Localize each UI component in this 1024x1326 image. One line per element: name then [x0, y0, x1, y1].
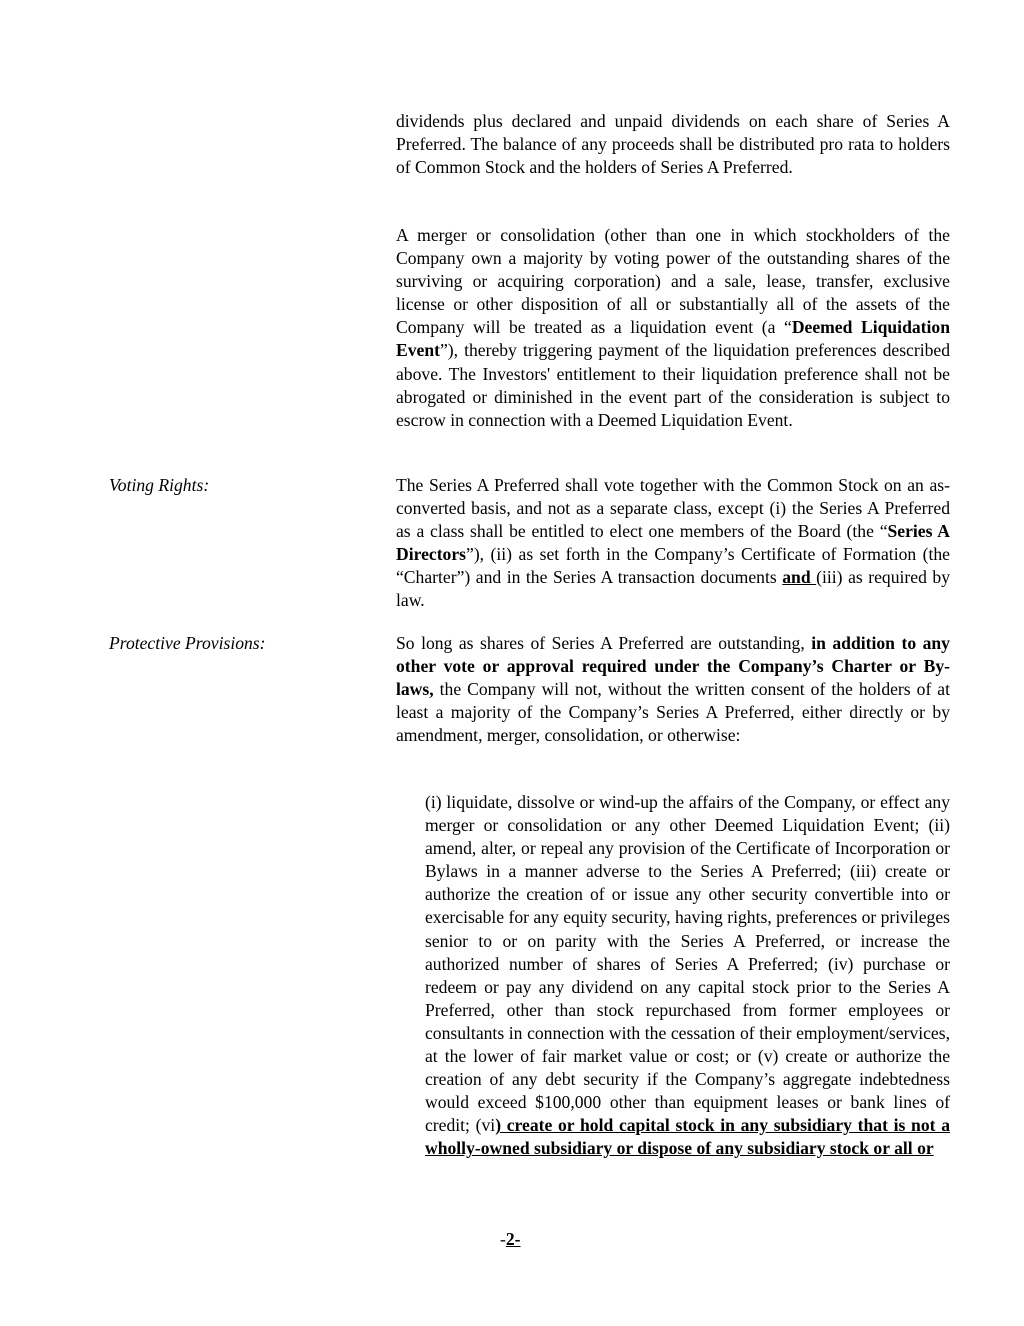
voting-rights-paragraph: [396, 474, 950, 613]
voting-text-c: (iii) as required by law.: [396, 567, 950, 611]
voting-text-b: ”), (ii) as set forth in the Company’s Certificate of Formation (the “Charter”) and in the Series A transaction documents: [396, 544, 950, 588]
deemed-liquidation-text-a: A merger or consolidation (other than one in which stockholders of the Company own a majority by voting power of the outstanding shares of the surviving or acquiring corporation) and a sale, lease, transfer, exclusive license or other disposition of all or substantially all of the assets of the Company will be treated as a liquidation event (a “: [396, 225, 950, 338]
deemed-liquidation-term: Deemed Liquidation Event: [396, 317, 950, 361]
protective-provisions-list: [425, 791, 950, 1161]
protective-intro-b: the Company will not, without the written consent of the holders of at least a majority of the Company’s Series A Preferred, either directly or by amendment, merger, consolidation, or otherwise:: [396, 679, 950, 746]
protective-intro-a: So long as shares of Series A Preferred are outstanding,: [396, 633, 812, 653]
protective-provisions-intro: [396, 632, 950, 747]
page-number: [500, 1228, 540, 1251]
protective-intro-bold: in addition to any other vote or approval required under the Company’s Charter or By-laws,: [396, 633, 950, 700]
protective-list-text: (i) liquidate, dissolve or wind-up the affairs of the Company, or effect any merger or consolidation or any other Deemed Liquidation Event; (ii) amend, alter, or repeal any provision of the Certificate of Incorporation or Bylaws in a manner adverse to the Series A Preferred; (iii) create or authorize the creation of or issue any other security convertible into or exercisable for any equity security, having rights, preferences or privileges senior to or on parity with the Series A Preferred, or increase the authorized number of shares of Series A Preferred; (iv) purchase or redeem or pay any dividend on any capital stock prior to the Series A Preferred, other than stock repurchased from former employees or consultants in connection with the cessation of their employment/services, at the lower of fair market value or cost; or (v) create or authorize the creation of any debt security if the Company’s aggregate indebtedness would exceed $100,000 other than equipment leases or bank lines of credit; (vi: [425, 792, 951, 1136]
protective-list-underlined: ) create or hold capital stock in any subsidiary that is not a wholly-owned subsidiary or dispose of any subsidiary stock or all or: [425, 1115, 950, 1159]
voting-text-a: The Series A Preferred shall vote together with the Common Stock on an as-converted basis, and not as a separate class, except (i) the Series A Preferred as a class shall be entitled to elect one members of the Board (the “: [396, 475, 950, 542]
liquidation-paragraph-1-text: dividends plus declared and unpaid dividends on each share of Series A Preferred. The balance of any proceeds shall be distributed pro rata to holders of Common Stock and the holders of Series A Preferred.: [396, 111, 950, 178]
liquidation-paragraph-1: [396, 110, 950, 179]
protective-provisions-label: Protective Provisions:: [109, 633, 266, 653]
voting-rights-label: Voting Rights:: [109, 475, 210, 495]
deemed-liquidation-paragraph: [396, 224, 950, 432]
deemed-liquidation-text-b: ”), thereby triggering payment of the liquidation preferences described above. The Investors' entitlement to their liquidation preference shall not be abrogated or diminished in the event part of the consideration is subject to escrow in connection with a Deemed Liquidation Event.: [396, 340, 950, 430]
page-number-dash: -: [500, 1229, 506, 1249]
voting-and-word: and: [782, 567, 817, 588]
series-a-directors-term: Series A Directors: [396, 521, 950, 565]
page-number-value: 2-: [505, 1229, 521, 1249]
